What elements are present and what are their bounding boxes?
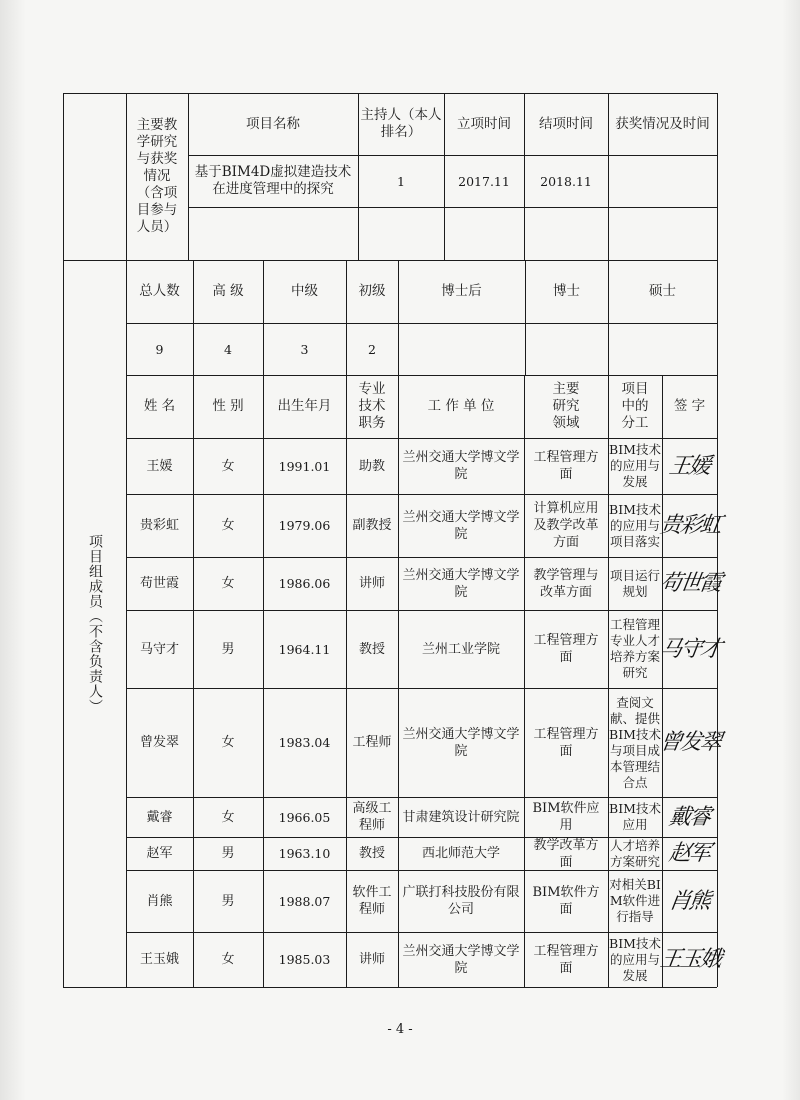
member-unit: 兰州交通大学博文学院 — [402, 943, 520, 976]
member-field: 工程管理方面 — [533, 943, 599, 976]
signature-image: 王玉娥 — [657, 947, 722, 972]
signature-image: 曾发翠 — [657, 730, 722, 755]
summary-value-phd — [525, 323, 608, 375]
signature-image: 肖熊 — [667, 888, 712, 914]
member-title: 讲师 — [358, 576, 385, 591]
summary-header-total: 总人数 — [139, 283, 180, 299]
member-name: 王媛 — [146, 458, 173, 474]
signature-image: 王媛 — [667, 453, 712, 479]
member-name: 曾发翠 — [139, 735, 179, 750]
member-name: 苟世霞 — [139, 576, 179, 591]
signature-cell — [657, 557, 722, 610]
detail-header-role: 项目中的分工 — [621, 381, 649, 431]
member-unit: 西北师范大学 — [421, 846, 500, 861]
member-gender: 男 — [221, 641, 235, 657]
signature-cell — [657, 610, 722, 688]
member-unit: 兰州工业学院 — [421, 641, 500, 657]
member-unit: 兰州交通大学博文学院 — [402, 509, 520, 542]
signature-image: 苟世霞 — [657, 571, 722, 596]
member-name: 戴睿 — [146, 809, 173, 825]
member-unit: 广联打科技股份有限公司 — [402, 885, 520, 917]
detail-header-field: 主要研究领域 — [552, 381, 580, 431]
member-name: 王玉娥 — [139, 952, 179, 967]
summary-value-middle: 3 — [300, 341, 309, 357]
member-role: BIM技术的应用与发展 — [609, 935, 661, 983]
summary-header-junior: 初级 — [358, 283, 386, 299]
summary-header-phd: 博士 — [553, 283, 580, 299]
detail-header-gender: 性 别 — [212, 398, 244, 414]
member-gender: 女 — [221, 458, 235, 474]
member-role: BIM技术应用 — [609, 801, 661, 832]
member-birth: 1979.06 — [278, 518, 331, 533]
signature-cell — [662, 438, 717, 494]
member-gender: 女 — [221, 576, 235, 591]
member-birth: 1966.05 — [278, 809, 331, 825]
page-number: - 4 - — [387, 1022, 413, 1037]
member-name: 贵彩虹 — [139, 518, 179, 533]
member-role: BIM技术的应用与项目落实 — [609, 501, 661, 549]
signature-image: 戴睿 — [667, 804, 712, 830]
table-rule — [717, 93, 718, 987]
members-section-label-text: 项目组成员（不含负责人） — [87, 533, 103, 714]
member-gender: 女 — [221, 952, 235, 967]
member-title: 助教 — [358, 458, 385, 474]
member-field: 工程管理方面 — [533, 633, 599, 665]
table-rule — [188, 207, 717, 208]
member-unit: 甘肃建筑设计研究院 — [402, 809, 520, 825]
summary-header-middle: 中级 — [291, 283, 318, 299]
member-field: BIM软件应用 — [532, 801, 600, 833]
member-birth: 1964.11 — [278, 641, 331, 657]
member-birth: 1963.10 — [278, 846, 331, 861]
signature-image: 贵彩虹 — [657, 513, 722, 538]
member-role: 对相关BIM软件进行指导 — [609, 877, 661, 924]
summary-value-junior: 2 — [368, 341, 376, 357]
member-gender: 女 — [221, 518, 235, 533]
summary-header-postdoc: 博士后 — [441, 283, 482, 299]
member-field: 教学改革方面 — [533, 837, 599, 870]
summary-header-master: 硕士 — [649, 283, 676, 299]
awards-header-host: 主持人（本人排名） — [360, 107, 442, 140]
member-title: 工程师 — [352, 735, 392, 750]
awards-cell-award — [608, 155, 717, 207]
signature-cell — [657, 932, 722, 987]
members-section-label — [63, 260, 126, 987]
member-unit: 兰州交通大学博文学院 — [402, 567, 520, 600]
scan-edge — [0, 0, 26, 1100]
table-rule — [63, 987, 717, 988]
awards-cell-host: 1 — [397, 173, 405, 189]
member-gender: 女 — [221, 735, 235, 750]
awards-header-start-time: 立项时间 — [457, 115, 511, 132]
member-name: 赵军 — [146, 846, 173, 861]
member-birth: 1988.07 — [278, 893, 331, 909]
summary-value-master — [608, 323, 717, 375]
member-field: BIM软件方面 — [532, 885, 600, 917]
signature-cell — [662, 870, 717, 932]
awards-section-label: 主要教学研究与获奖情况（含项目参与人员） — [136, 117, 178, 235]
member-role: 查阅文献、提供BIM技术与项目成本管理结合点 — [609, 694, 661, 790]
signature-cell — [662, 797, 717, 837]
member-field: 教学管理与改革方面 — [533, 567, 599, 600]
signature-cell — [662, 837, 717, 870]
signature-cell — [657, 688, 722, 797]
member-title: 教授 — [358, 846, 385, 861]
detail-header-title: 专业技术职务 — [358, 381, 386, 431]
awards-header-award: 获奖情况及时间 — [615, 115, 710, 132]
member-title: 软件工程师 — [352, 885, 392, 917]
member-name: 马守才 — [139, 641, 179, 657]
summary-value-postdoc — [398, 323, 525, 375]
member-title: 教授 — [358, 641, 385, 657]
member-field: 工程管理方面 — [533, 450, 599, 482]
signature-image: 马守才 — [657, 636, 722, 662]
summary-header-senior: 高 级 — [212, 283, 244, 299]
member-birth: 1991.01 — [278, 458, 331, 474]
member-gender: 男 — [221, 846, 235, 861]
member-unit: 兰州交通大学博文学院 — [402, 726, 520, 759]
member-birth: 1985.03 — [278, 952, 331, 967]
member-role: 工程管理专业人才培养方案研究 — [609, 617, 660, 680]
detail-header-unit: 工 作 单 位 — [427, 398, 495, 414]
member-name: 肖熊 — [146, 893, 173, 909]
member-role: 人才培养方案研究 — [609, 837, 660, 869]
signature-image: 赵军 — [667, 841, 712, 866]
member-gender: 男 — [221, 893, 235, 909]
awards-cell-start-time: 2017.11 — [458, 173, 510, 189]
detail-header-birth: 出生年月 — [277, 398, 332, 414]
member-birth: 1986.06 — [278, 576, 331, 591]
member-unit: 兰州交通大学博文学院 — [402, 450, 520, 482]
detail-header-name: 姓 名 — [143, 398, 176, 414]
member-role: 项目运行规划 — [609, 567, 660, 599]
signature-cell — [657, 494, 722, 557]
summary-value-senior: 4 — [224, 341, 232, 357]
member-field: 工程管理方面 — [533, 726, 599, 759]
scan-edge — [782, 0, 800, 1100]
member-role: BIM技术的应用与发展 — [609, 442, 661, 489]
summary-value-total: 9 — [155, 341, 164, 357]
awards-cell-end-time: 2018.11 — [540, 173, 592, 189]
member-birth: 1983.04 — [278, 735, 331, 750]
member-title: 副教授 — [352, 518, 392, 533]
awards-header-project-name: 项目名称 — [246, 115, 300, 132]
member-title: 讲师 — [358, 952, 385, 967]
detail-header-signature: 签 字 — [673, 398, 706, 414]
member-gender: 女 — [221, 809, 235, 825]
member-title: 高级工程师 — [352, 801, 392, 833]
awards-cell-project-name: 基于BIM4D虚拟建造技术在进度管理中的探究 — [194, 164, 352, 197]
member-field: 计算机应用及教学改革方面 — [533, 501, 599, 550]
awards-header-end-time: 结项时间 — [539, 115, 593, 132]
